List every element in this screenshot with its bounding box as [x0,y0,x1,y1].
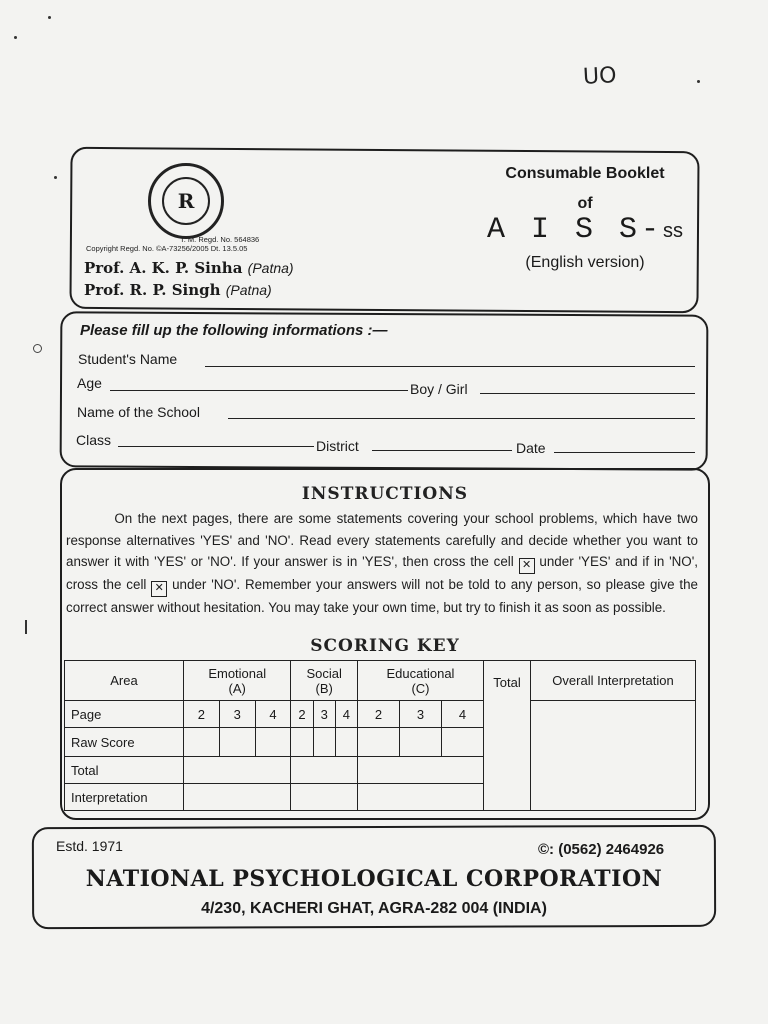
booklet-of: of [577,195,593,212]
raw-score-cell[interactable] [291,728,313,757]
page-cell: 3 [313,701,335,728]
student-name-field[interactable] [205,366,695,367]
area-educational-code: (C) [411,680,430,696]
info-form-heading: Please fill up the following informations :— [80,322,388,339]
page-cell: 2 [357,701,399,728]
overall-interpretation-header: Overall Interpretation [531,661,696,701]
established-year: Estd. 1971 [56,838,123,854]
school-field[interactable] [228,418,695,419]
row-label-raw-score: Raw Score [65,728,184,757]
raw-score-cell[interactable] [357,728,399,757]
test-code-main: A I S S- [486,213,664,247]
author-2 [84,281,272,299]
raw-score-cell[interactable] [399,728,441,757]
raw-score-cell[interactable] [184,728,220,757]
area-emotional-name: Emotional [208,665,267,681]
district-field[interactable] [372,450,512,451]
student-name-label: Student's Name [78,351,178,367]
page-cell: 4 [335,701,357,728]
corporation-name: NATIONAL PSYCHOLOGICAL CORPORATION [85,866,663,892]
row-label-total: Total [65,757,184,784]
page-cell: 2 [291,701,313,728]
row-label-page: Page [65,701,184,728]
age-field[interactable] [110,390,408,391]
author-2-place: (Patna) [225,282,272,298]
raw-score-cell[interactable] [313,728,335,757]
phone-number: ©: (0562) 2464926 [538,841,665,858]
publisher-seal-icon [148,163,224,239]
scan-speck [48,16,51,19]
instructions-part-3: under 'NO'. Remember your answers will not be told to any person, so please give the correct answer without hesitation. You may take your own time, but try to finish it as soon as possible. [66,577,698,615]
interpretation-cell-educational[interactable] [357,784,483,811]
age-label: Age [77,375,102,391]
gender-field[interactable] [480,393,695,394]
booklet-title: Consumable Booklet [505,165,665,182]
author-1 [84,259,294,277]
author-2-name: Prof. R. P. Singh [84,281,221,299]
instructions-part-2: under 'YES' and if in 'NO', cross the cell [66,554,699,592]
school-label: Name of the School [77,404,200,420]
area-educational [357,661,483,701]
cross-box-icon: ✕ [519,558,535,574]
area-educational-name: Educational [386,665,455,681]
total-cell-educational[interactable] [357,757,483,784]
scoring-key-title: SCORING KEY [310,636,460,656]
class-label: Class [76,432,112,448]
corporation-address: 4/230, KACHERI GHAT, AGRA-282 004 (INDIA) [201,900,547,917]
area-social-name: Social [306,665,342,681]
district-label: District [316,438,359,454]
overall-interpretation-cell[interactable] [531,701,696,811]
area-emotional [184,661,291,701]
margin-mark [25,620,27,634]
page-cell: 4 [255,701,291,728]
total-header: Total [484,661,531,811]
raw-score-cell[interactable] [441,728,483,757]
author-1-place: (Patna) [247,260,294,276]
date-label: Date [516,440,546,456]
area-social-code: (B) [315,680,333,696]
area-emotional-code: (A) [228,680,246,696]
scan-speck [54,176,57,179]
row-label-interpretation: Interpretation [65,784,184,811]
page-cell: 4 [441,701,483,728]
area-social [291,661,358,701]
instructions-part-1: On the next pages, there are some statements covering your school problems, which have two response alternatives 'YES' and 'NO'. Read every statements carefully and decide whether you want to answer it with 'YES' or 'NO'. If your answer is in 'YES', then cross the cell [66,511,698,569]
author-1-name: Prof. A. K. P. Sinha [84,259,243,277]
instructions-text [66,508,698,619]
page-cell: 3 [219,701,255,728]
handwritten-note: UO [582,63,618,90]
scan-speck [14,36,17,39]
test-code [470,213,700,247]
area-header: Area [65,661,184,701]
page-cell: 3 [399,701,441,728]
interpretation-cell-social[interactable] [291,784,358,811]
copyright-regd: Copyright Regd. No. ©A-73256/2005 Dt. 13.5.05 [86,244,248,253]
interpretation-cell-emotional[interactable] [184,784,291,811]
margin-mark [33,344,42,353]
seal-letter: R [162,177,210,225]
date-field[interactable] [554,452,695,453]
version-label: (English version) [525,254,645,271]
scoring-key-table [64,660,696,811]
class-field[interactable] [118,446,314,447]
raw-score-cell[interactable] [255,728,291,757]
raw-score-cell[interactable] [219,728,255,757]
page-cell: 2 [184,701,220,728]
instructions-title: INSTRUCTIONS [301,484,469,504]
gender-label: Boy / Girl [410,381,468,397]
total-cell-social[interactable] [291,757,358,784]
scan-speck [697,80,700,83]
tm-regd: T. M. Regd. No. 564836 [180,235,260,244]
cross-box-icon: ✕ [151,581,167,597]
test-code-suffix: ss [663,220,684,242]
raw-score-cell[interactable] [335,728,357,757]
total-cell-emotional[interactable] [184,757,291,784]
